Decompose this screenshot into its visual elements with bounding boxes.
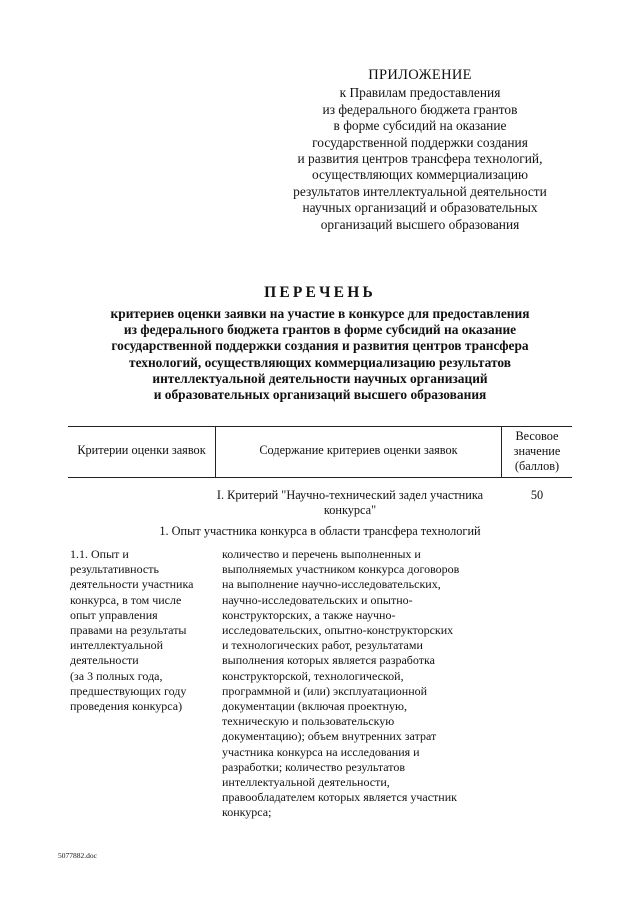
content-line: выполнения которых является разработка <box>222 653 435 668</box>
content-line: документацию); объем внутренних затрат <box>222 729 437 744</box>
content-line: и технологических работ, результатами <box>222 638 423 653</box>
content-line: научно-исследовательских и опытно- <box>222 592 413 607</box>
content-line: на выполнение научно-исследовательских, <box>222 577 441 592</box>
criterion-line: деятельности <box>70 653 139 668</box>
header-content: Содержание критериев оценки заявок <box>259 443 458 457</box>
section-title-line: конкурса" <box>323 503 377 517</box>
document-title: ПЕРЕЧЕНЬ <box>264 284 376 301</box>
appendix-line: организаций высшего образования <box>320 216 520 232</box>
section-title-line: I. Критерий "Научно-технический задел участника <box>216 488 484 502</box>
appendix-heading: ПРИЛОЖЕНИЕ <box>368 67 472 83</box>
criterion-line: правами на результаты <box>70 623 187 638</box>
footer-filename: 5077882.doc <box>58 851 97 860</box>
appendix-line: к Правилам предоставления <box>339 85 501 101</box>
content-line: выполняемых участником конкурса договоров <box>222 562 460 577</box>
criterion-line: результативность <box>70 562 159 577</box>
content-line: конкурса; <box>222 805 272 820</box>
criterion-line: интеллектуальной <box>70 638 164 653</box>
header-weight-line: значение <box>513 444 561 458</box>
section-title <box>210 488 490 518</box>
criterion-line: предшествующих году <box>70 683 187 698</box>
appendix-line: осуществляющих коммерциализацию <box>311 167 529 183</box>
document-subtitle <box>60 306 580 403</box>
criterion-line: деятельности участника <box>70 577 194 592</box>
criterion-line: 1.1. Опыт и <box>70 547 129 561</box>
header-weight <box>502 429 572 474</box>
appendix-block <box>260 67 580 233</box>
criterion-line: конкурса, в том числе <box>70 592 182 607</box>
content-line: программной и (или) эксплуатационной <box>222 683 428 698</box>
content-line: исследовательских, опытно-конструкторских <box>222 623 454 638</box>
subtitle-line: интеллектуальной деятельности научных организаций <box>152 370 488 386</box>
criterion-line: проведения конкурса) <box>70 699 183 714</box>
section-weight: 50 <box>530 488 544 502</box>
content-line: разработки; количество результатов <box>222 759 406 774</box>
subtitle-line: критериев оценки заявки на участие в конкурсе для предоставления <box>110 306 530 321</box>
header-criteria: Критерии оценки заявок <box>77 443 206 457</box>
appendix-line: научных организаций и образовательных <box>302 200 538 216</box>
subtitle-line: из федерального бюджета грантов в форме субсидий на оказание <box>123 322 517 338</box>
criterion-line: (за 3 полных года, <box>70 668 163 683</box>
header-weight-line: Весовое <box>515 429 559 443</box>
subtitle-line: государственной поддержки создания и развития центров трансфера <box>111 338 529 354</box>
content-line: участника конкурса на исследования и <box>222 744 420 759</box>
content-line: количество и перечень выполненных и <box>222 547 421 561</box>
content-line: техническую и пользовательскую <box>222 714 395 729</box>
appendix-line: в форме субсидий на оказание <box>333 118 507 134</box>
appendix-line: и развития центров трансфера технологий, <box>297 151 543 167</box>
content-line: правообладателем которых является участник <box>222 790 457 805</box>
appendix-line: результатов интеллектуальной деятельности <box>293 183 547 199</box>
content-line: конструкторских, а также научно- <box>222 607 396 622</box>
content-line: интеллектуальной деятельности, <box>222 775 390 790</box>
criterion-line: опыт управления <box>70 607 158 622</box>
criterion-cell <box>70 547 215 714</box>
appendix-line: государственной поддержки создания <box>312 134 528 150</box>
content-line: документации (включая проектную, <box>222 699 407 714</box>
subsection-title: 1. Опыт участника конкурса в области трансфера технологий <box>159 524 481 538</box>
table-top-rule <box>68 426 572 427</box>
content-line: конструкторской, технологической, <box>222 668 404 683</box>
header-weight-line: (баллов) <box>514 459 560 473</box>
appendix-line: из федерального бюджета грантов <box>322 101 518 117</box>
subtitle-line: и образовательных организаций высшего образования <box>153 387 487 403</box>
subtitle-line: технологий, осуществляющих коммерциализацию результатов <box>129 354 511 370</box>
content-cell <box>222 547 497 821</box>
table-header-rule <box>68 477 572 478</box>
